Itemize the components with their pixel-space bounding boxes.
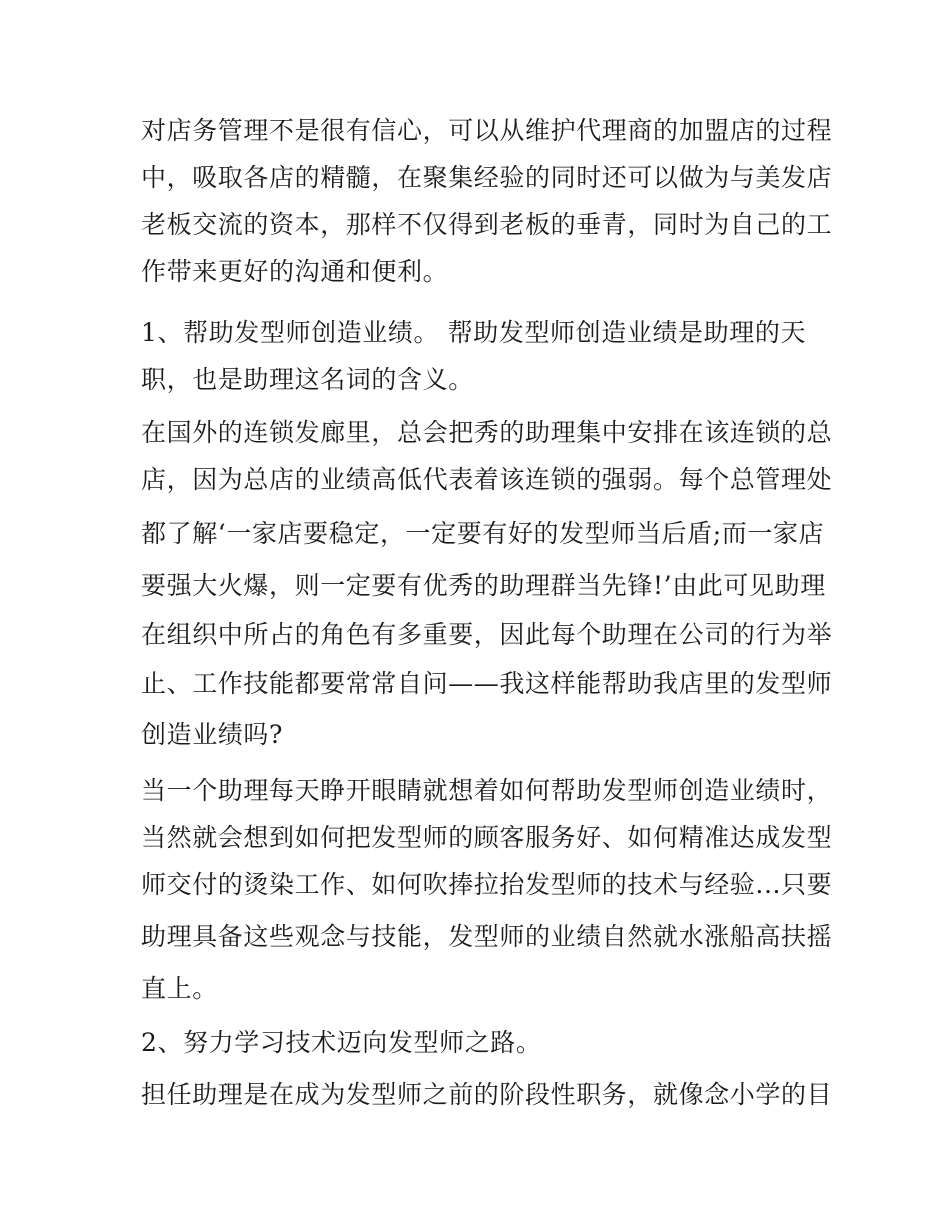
text-line: 止、工作技能都要常常自问——我这样能帮助我店里的发型师 [141, 669, 833, 698]
text-line: 担任助理是在成为发型师之前的阶段性职务，就像念小学的目 [141, 1080, 833, 1109]
text-line: 在国外的连锁发廊里，总会把秀的助理集中安排在该连锁的总 [141, 418, 833, 447]
text-line: 对店务管理不是很有信心，可以从维护代理商的加盟店的过程 [141, 116, 833, 145]
text-line: 老板交流的资本，那样不仅得到老板的垂青，同时为自己的工 [141, 210, 833, 239]
text-line: 当然就会想到如何把发型师的顾客服务好、如何精准达成发型 [141, 823, 833, 852]
text-line: 直上。 [141, 974, 218, 1003]
text-line: 职，也是助理这名词的含义。 [141, 365, 474, 394]
section-heading: 1、帮助发型师创造业绩。 帮助发型师创造业绩是助理的天 [141, 318, 807, 347]
text-line: 当一个助理每天睁开眼睛就想着如何帮助发型师创造业绩时， [141, 776, 833, 805]
text-line: 店，因为总店的业绩高低代表着该连锁的强弱。每个总管理处 [141, 465, 833, 494]
text-line: 创造业绩吗? [141, 720, 284, 749]
text-line: 作带来更好的沟通和便利。 [141, 257, 449, 286]
text-line: 在组织中所占的角色有多重要，因此每个助理在公司的行为举 [141, 620, 833, 649]
text-line: 助理具备这些观念与技能，发型师的业绩自然就水涨船高扶摇 [141, 922, 833, 951]
text-line: 都了解‘一家店要稳定，一定要有好的发型师当后盾;而一家店 [141, 519, 825, 548]
text-line: 中，吸取各店的精髓，在聚集经验的同时还可以做为与美发店 [141, 163, 833, 192]
text-line: 师交付的烫染工作、如何吹捧拉抬发型师的技术与经验...只要 [141, 870, 833, 899]
text-line: 要强大火爆，则一定要有优秀的助理群当先锋!’由此可见助理 [141, 571, 826, 600]
section-heading: 2、努力学习技术迈向发型师之路。 [141, 1028, 542, 1057]
